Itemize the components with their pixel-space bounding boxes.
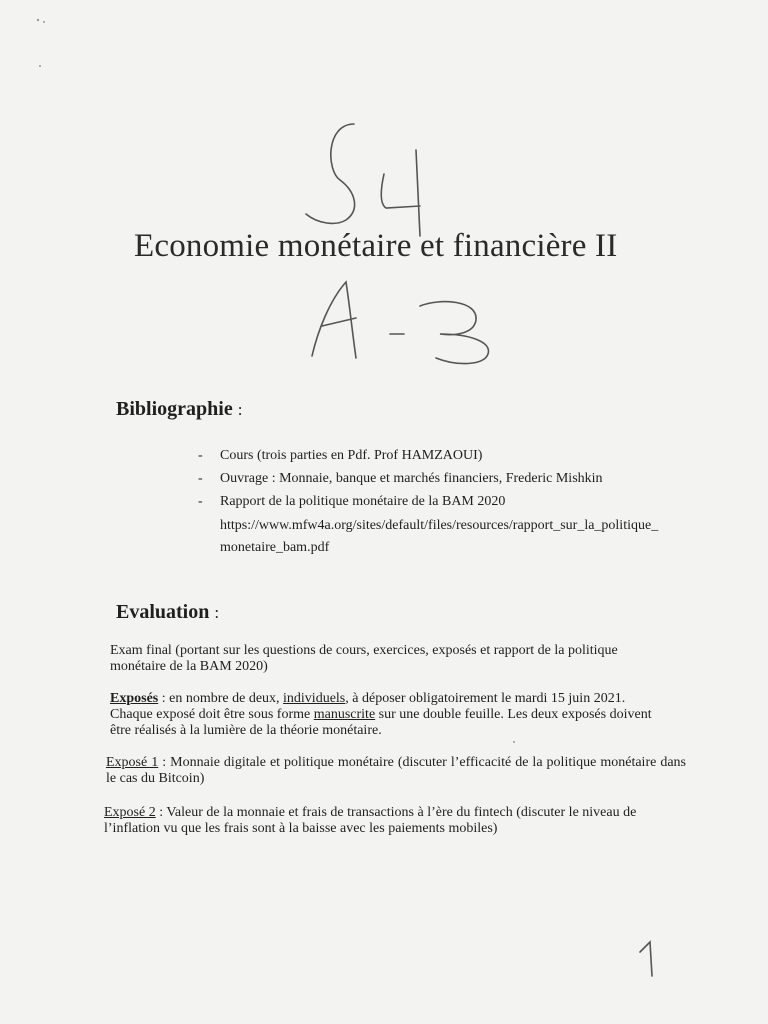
- evaluation-heading: [116, 601, 219, 624]
- expose-2-label: Exposé 2: [104, 805, 156, 820]
- handwritten-b: [420, 302, 488, 364]
- expose-2-text: : Valeur de la monnaie et frais de transactions à l’ère du fintech (discuter le niveau de l’inflation vu que les frais sont à la baisse avec les paiements mobiles): [104, 805, 637, 836]
- exposes-text-3: sur une double feuille. Les deux exposés doivent être réalisés à la lumière de la théorie monétaire.: [110, 707, 652, 738]
- exposes-paragraph: [110, 691, 666, 739]
- heading-colon: :: [237, 400, 243, 419]
- handwritten-a: [312, 282, 356, 358]
- handwritten-4: [381, 150, 420, 236]
- expose-1-label: Exposé 1: [106, 755, 159, 770]
- bibliography-list: [198, 446, 678, 562]
- expose-1-text: : Monnaie digitale et politique monétaire (discuter l’efficacité de la politique monétaire dans le cas du Bitcoin): [106, 755, 686, 786]
- list-item: [198, 469, 678, 489]
- expose-1-paragraph: [106, 755, 686, 787]
- bibliography-heading-text: Bibliographie: [116, 398, 233, 420]
- exposes-label: Exposés: [110, 691, 159, 706]
- bibliography-item-text: Cours (trois parties en Pdf. Prof HAMZAOUI): [220, 448, 483, 463]
- bibliography-heading: [116, 398, 242, 421]
- list-item: [198, 492, 678, 559]
- handwritten-s: [306, 124, 355, 223]
- individuels-text: individuels: [283, 691, 346, 706]
- handwritten-page-number: [640, 942, 652, 976]
- exam-paragraph: Exam final (portant sur les questions de cours, exercices, exposés et rapport de la politique monétaire de la BAM 2020): [110, 643, 618, 674]
- manuscrite-text: manuscrite: [313, 707, 376, 722]
- bibliography-item-text: Ouvrage : Monnaie, banque et marchés financiers, Frederic Mishkin: [220, 471, 603, 486]
- heading-colon: :: [214, 603, 220, 622]
- document-title: Economie monétaire et financière II: [134, 228, 618, 264]
- list-item: [198, 446, 678, 466]
- exposes-text-2: , à déposer obligatoirement le mardi 15 juin 2021. Chaque exposé doit être sous forme: [110, 691, 626, 722]
- expose-2-paragraph: [104, 805, 674, 837]
- exposes-text-1: : en nombre de deux,: [158, 691, 284, 706]
- report-url: https://www.mfw4a.org/sites/default/files/resources/rapport_sur_la_politique_monetaire_bam.pdf: [220, 518, 659, 555]
- bibliography-item-text: Rapport de la politique monétaire de la BAM 2020: [220, 494, 506, 509]
- evaluation-heading-text: Evaluation: [116, 601, 210, 623]
